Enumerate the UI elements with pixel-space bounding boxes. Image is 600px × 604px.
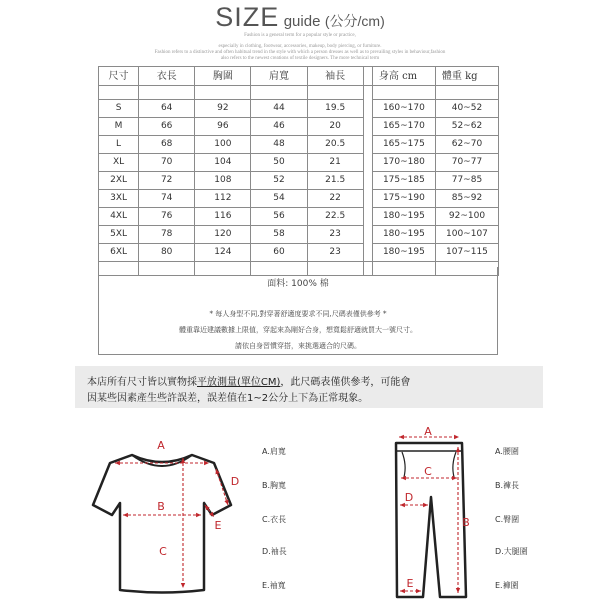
table-cell: 92~100 [435,208,498,226]
table-cell [435,86,498,100]
fine-print-line-3: Fashion refers to a distinctive and often habitual trend in the style with which a person dresses as well as to prevailing styles in behaviour,fashion [154,50,446,55]
notice-line-1-pre: 本店所有尺寸皆以實物採 [87,377,197,388]
table-gap-cell [363,118,372,136]
measurement-diagram [0,425,600,600]
table-cell [139,86,195,100]
pants-label-thigh: D.大腿圍 [495,547,528,556]
notice-line-1-post: ，此尺碼表僅供參考，可能會 [280,377,411,388]
table-cell: 77~85 [435,172,498,190]
shirt-letter-d: D [230,475,240,488]
table-row [99,226,499,244]
notice-line-2: 因某些因素產生些許誤差，誤差值在1~2公分上下為正常現象。 [87,393,369,404]
table-cell: 78 [139,226,195,244]
table-cell: 66 [139,118,195,136]
table-cell: 70~77 [435,154,498,172]
table-gap-cell [363,154,372,172]
table-cell: 60 [251,244,307,262]
table-cell: 76 [139,208,195,226]
table-cell: 58 [251,226,307,244]
table-cell: 23 [307,244,363,262]
table-cell: 54 [251,190,307,208]
note-line-1: * 每人身型不同,對穿著舒適度要求不同,尺碼表僅供參考 * [209,310,387,318]
table-cell: 165~170 [372,118,435,136]
table-gap-cell [363,208,372,226]
table-cell: 96 [195,118,251,136]
table-cell: 袖長 [307,67,363,86]
pants-letter-a: A [424,425,432,438]
table-cell: 107~115 [435,244,498,262]
table-row [99,136,499,154]
table-row [99,118,499,136]
size-table [98,66,499,276]
table-cell: 56 [251,208,307,226]
table-gap-cell [363,244,372,262]
shirt-label-chest: B.胸寬 [262,481,287,490]
table-row [99,244,499,262]
table-cell: 50 [251,154,307,172]
table-cell [251,86,307,100]
table-cell: 尺寸 [99,67,139,86]
shirt-letter-c: C [159,545,167,558]
size-guide-title [0,2,600,33]
shirt-letter-e: E [214,519,222,532]
table-cell: 180~195 [372,226,435,244]
table-cell: 48 [251,136,307,154]
table-cell: 124 [195,244,251,262]
table-spacer-row [99,86,499,100]
title-size: SIZE [215,2,280,32]
table-cell: 2XL [99,172,139,190]
shirt-letter-b: B [157,500,165,513]
table-cell: 20.5 [307,136,363,154]
table-gap-cell [363,86,372,100]
table-cell: 175~190 [372,190,435,208]
table-gap-cell [363,190,372,208]
shirt-letter-a: A [157,439,165,452]
table-cell: 100~107 [435,226,498,244]
table-cell [99,86,139,100]
table-cell: 19.5 [307,100,363,118]
table-cell: 80 [139,244,195,262]
table-cell: 108 [195,172,251,190]
fine-print-line-2: especially in clothing, footwear, accessories, makeup, body piercing, or furniture. [218,44,382,49]
table-cell: 64 [139,100,195,118]
fine-print-line-4: also refers to the newest creations of textile designers. The more technical term [220,56,380,61]
table-cell: 衣長 [139,67,195,86]
tshirt-outline [93,455,231,593]
table-cell: 74 [139,190,195,208]
pants-label-waist: A.腰圍 [495,447,519,456]
table-cell: 165~175 [372,136,435,154]
table-cell: 4XL [99,208,139,226]
table-cell: 70 [139,154,195,172]
table-cell [195,86,251,100]
note-line-2: 體重靠近建議數據上限值，穿起來為剛好合身，想寬鬆舒適就買大一號尺寸。 [179,326,417,334]
pants-letter-e: E [406,577,414,590]
table-cell: 180~195 [372,208,435,226]
table-cell: 21 [307,154,363,172]
shirt-label-sleeve-width: E.袖寬 [262,581,286,590]
table-cell: 175~185 [372,172,435,190]
table-cell: 116 [195,208,251,226]
table-cell: 62~70 [435,136,498,154]
measurement-notice [75,366,543,408]
size-notes [98,267,498,355]
table-cell: 112 [195,190,251,208]
table-row [99,154,499,172]
table-cell: 23 [307,226,363,244]
pants-label-hip: C.臀圍 [495,515,520,524]
table-row [99,172,499,190]
table-cell: 160~170 [372,100,435,118]
table-gap-cell [363,136,372,154]
table-cell: 6XL [99,244,139,262]
shirt-label-sleeve: D.袖長 [262,547,287,556]
title-guide: guide [283,13,321,30]
table-gap-cell [363,100,372,118]
table-cell: 22 [307,190,363,208]
table-gap-cell [363,226,372,244]
table-row [99,190,499,208]
table-cell: 20 [307,118,363,136]
table-cell: XL [99,154,139,172]
table-cell: 肩寬 [251,67,307,86]
table-cell: 44 [251,100,307,118]
table-cell: 21.5 [307,172,363,190]
title-unit: (公分/cm) [324,13,385,29]
table-cell: 104 [195,154,251,172]
notice-line-1 [87,373,410,388]
table-row [99,100,499,118]
pants-label-hem: E.褲圍 [495,581,519,590]
table-cell: 92 [195,100,251,118]
table-cell: 22.5 [307,208,363,226]
table-cell: 3XL [99,190,139,208]
fabric-info: 面料: 100% 棉 [267,279,329,289]
table-cell: 身高 cm [372,67,435,86]
pants-letter-b: B [462,516,470,529]
table-gap-cell [363,67,372,86]
table-cell: 40~52 [435,100,498,118]
table-cell: 180~195 [372,244,435,262]
notice-underline: 平放測量(單位CM) [197,377,281,388]
table-cell: 100 [195,136,251,154]
table-cell: 胸圍 [195,67,251,86]
table-cell: 68 [139,136,195,154]
table-cell: 72 [139,172,195,190]
table-cell: L [99,136,139,154]
table-cell [372,86,435,100]
table-cell: 5XL [99,226,139,244]
shirt-label-shoulder: A.肩寬 [262,447,286,456]
note-line-3: 請依自身習慣穿搭，來挑選適合的尺碼。 [235,342,361,350]
table-cell [307,86,363,100]
table-header-row [99,67,499,86]
table-cell: 46 [251,118,307,136]
table-cell: 170~180 [372,154,435,172]
pants-letter-d: D [404,491,414,504]
pants-letter-c: C [424,465,432,478]
table-cell: 52~62 [435,118,498,136]
shirt-label-length: C.衣長 [262,515,287,524]
fine-print-line-1: Fashion is a general term for a popular style or practice, [244,33,356,38]
table-cell: 85~92 [435,190,498,208]
table-gap-cell [363,172,372,190]
table-cell: S [99,100,139,118]
table-cell: 120 [195,226,251,244]
table-cell: 體重 kg [435,67,498,86]
pants-label-length: B.褲長 [495,481,520,490]
table-cell: 52 [251,172,307,190]
table-cell: M [99,118,139,136]
table-row [99,208,499,226]
